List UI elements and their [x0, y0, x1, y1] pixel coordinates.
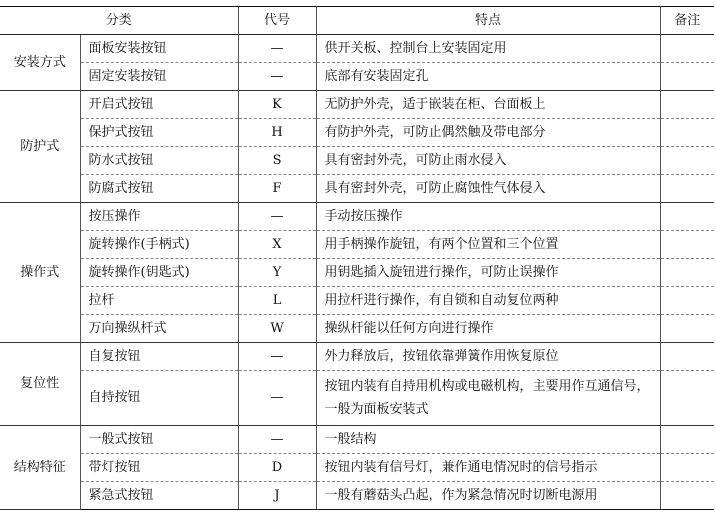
- row-note: [660, 63, 714, 91]
- table-row: [0, 259, 714, 287]
- row-feature: 供开关板、控制台上安装固定用: [316, 35, 660, 63]
- row-feature: 用钥匙插入旋钮进行操作，可防止误操作: [316, 259, 660, 287]
- row-name: 按压操作: [80, 203, 238, 231]
- group-category: 防护式: [0, 91, 80, 203]
- button-classification-table: [0, 6, 714, 510]
- table-row: [0, 35, 714, 63]
- row-name: 保护式按钮: [80, 119, 238, 147]
- row-note: [660, 482, 714, 510]
- row-feature: 具有密封外壳，可防止雨水侵入: [316, 147, 660, 175]
- row-note: [660, 315, 714, 343]
- table-row: [0, 343, 714, 371]
- header-feature: 特点: [316, 7, 660, 35]
- row-feature: 用拉杆进行操作，有自锁和自动复位两种: [316, 287, 660, 315]
- row-note: [660, 426, 714, 454]
- row-note: [660, 35, 714, 63]
- table-row: [0, 231, 714, 259]
- row-feature: 按钮内装有自持用机构或电磁机构，主要用作互通信号，一般为面板安装式: [316, 371, 660, 426]
- row-name: 万向操纵杆式: [80, 315, 238, 343]
- row-name: 紧急式按钮: [80, 482, 238, 510]
- header-category: 分类: [0, 7, 238, 35]
- row-code: S: [238, 147, 316, 175]
- row-code: W: [238, 315, 316, 343]
- table-row: [0, 203, 714, 231]
- row-feature: 操纵杆能以任何方向进行操作: [316, 315, 660, 343]
- table-row: [0, 63, 714, 91]
- table-row: [0, 119, 714, 147]
- row-name: 旋转操作(钥匙式): [80, 259, 238, 287]
- row-name: 带灯按钮: [80, 454, 238, 482]
- table-row: [0, 315, 714, 343]
- row-name: 一般式按钮: [80, 426, 238, 454]
- header-note: 备注: [660, 7, 714, 35]
- row-note: [660, 454, 714, 482]
- row-name: 自复按钮: [80, 343, 238, 371]
- row-name: 面板安装按钮: [80, 35, 238, 63]
- row-code: Y: [238, 259, 316, 287]
- row-code: —: [238, 343, 316, 371]
- row-code: D: [238, 454, 316, 482]
- row-code: —: [238, 371, 316, 426]
- row-code: X: [238, 231, 316, 259]
- row-code: —: [238, 35, 316, 63]
- row-note: [660, 91, 714, 119]
- row-note: [660, 343, 714, 371]
- row-feature: 一般有蘑菇头凸起，作为紧急情况时切断电源用: [316, 482, 660, 510]
- row-feature: 外力释放后，按钮依靠弹簧作用恢复原位: [316, 343, 660, 371]
- row-feature: 无防护外壳，适于嵌装在柜、台面板上: [316, 91, 660, 119]
- row-note: [660, 147, 714, 175]
- row-name: 自持按钮: [80, 371, 238, 426]
- table-row: [0, 287, 714, 315]
- row-feature: 按钮内装有信号灯，兼作通电情况时的信号指示: [316, 454, 660, 482]
- group-category: 结构特征: [0, 426, 80, 510]
- table-row: [0, 482, 714, 510]
- row-note: [660, 175, 714, 203]
- header-code: 代号: [238, 7, 316, 35]
- row-note: [660, 287, 714, 315]
- row-note: [660, 119, 714, 147]
- row-feature: 用手柄操作旋钮，有两个位置和三个位置: [316, 231, 660, 259]
- row-name: 防腐式按钮: [80, 175, 238, 203]
- row-code: —: [238, 426, 316, 454]
- row-note: [660, 231, 714, 259]
- row-name: 固定安装按钮: [80, 63, 238, 91]
- row-feature: 具有密封外壳，可防止腐蚀性气体侵入: [316, 175, 660, 203]
- group-category: 安装方式: [0, 35, 80, 91]
- row-code: —: [238, 63, 316, 91]
- group-category: 复位性: [0, 343, 80, 426]
- row-feature: 一般结构: [316, 426, 660, 454]
- row-code: F: [238, 175, 316, 203]
- row-name: 开启式按钮: [80, 91, 238, 119]
- row-note: [660, 371, 714, 426]
- table-row: [0, 91, 714, 119]
- row-code: K: [238, 91, 316, 119]
- table-row: [0, 426, 714, 454]
- row-feature: 手动按压操作: [316, 203, 660, 231]
- row-code: —: [238, 203, 316, 231]
- table-row: [0, 147, 714, 175]
- row-code: L: [238, 287, 316, 315]
- table-row: [0, 175, 714, 203]
- header-row: [0, 7, 714, 35]
- row-name: 拉杆: [80, 287, 238, 315]
- row-name: 防水式按钮: [80, 147, 238, 175]
- row-feature: 有防护外壳，可防止偶然触及带电部分: [316, 119, 660, 147]
- row-code: H: [238, 119, 316, 147]
- row-note: [660, 203, 714, 231]
- row-code: J: [238, 482, 316, 510]
- row-note: [660, 259, 714, 287]
- group-category: 操作式: [0, 203, 80, 343]
- table-row: [0, 454, 714, 482]
- table-row: [0, 371, 714, 426]
- row-name: 旋转操作(手柄式): [80, 231, 238, 259]
- row-feature: 底部有安装固定孔: [316, 63, 660, 91]
